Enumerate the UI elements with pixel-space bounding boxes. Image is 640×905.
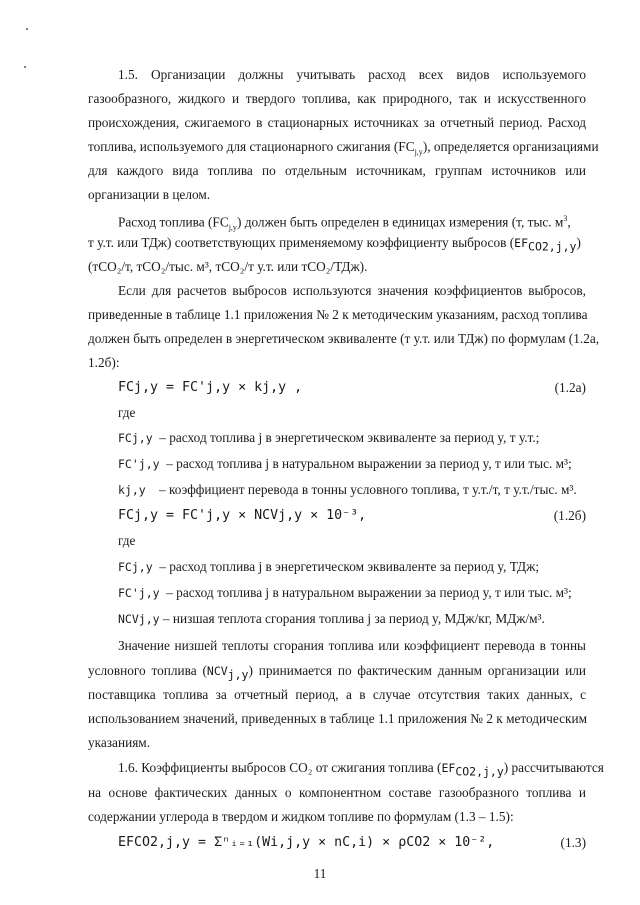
equation-number: (1.2а) <box>554 380 586 395</box>
subscript: j,y <box>228 223 237 233</box>
where-label: где <box>118 405 136 420</box>
paragraph-line: поставщика топлива за отчетный период, а в случае отсутствия таких данных, с <box>88 687 586 702</box>
term-definition <box>118 610 545 628</box>
term-text: – расход топлива j в натуральном выражении за период y, т или тыс. м³; <box>166 456 572 471</box>
text-run: ) рассчитываются <box>503 760 604 775</box>
term-text: – коэффициент перевода в тонны условного топлива, т у.т./т, т у.т./тыс. м³. <box>159 482 577 497</box>
term-symbol: FCj,y <box>118 431 153 445</box>
text-run: , <box>567 214 571 230</box>
paragraph-line: указаниям. <box>88 735 151 750</box>
term-symbol: NCVj,y <box>118 612 160 626</box>
text-run: Расход топлива (FC <box>118 214 229 230</box>
equation: FCj,y = FC'j,y × NCVj,y × 10⁻³, <box>118 508 367 523</box>
paragraph-line: 1.5. Организации должны учитывать расход всех видов используемого <box>118 67 586 82</box>
paragraph-line: Значение низшей теплоты сгорания топлива или коэффициент перевода в тонны <box>118 638 586 653</box>
term-text: – расход топлива j в энергетическом эквиваленте за период y, ТДж; <box>159 559 540 574</box>
text-run: 1.6. Коэффициенты выбросов CO₂ от сжигания топлива ( <box>118 760 442 775</box>
text-run: ) <box>576 235 581 250</box>
subscript: CO2,j,y <box>455 764 504 779</box>
formula-symbol: EF <box>514 236 529 250</box>
term-definition <box>118 455 572 473</box>
term-definition <box>118 584 572 602</box>
paragraph-line <box>88 234 586 256</box>
text-run: условного топлива ( <box>88 663 207 678</box>
paragraph-line: использованием значений, приведенных в таблице 1.1 приложения № 2 к методическим <box>88 711 587 726</box>
text-run: ) принимается по фактическим данным организации или <box>248 663 586 678</box>
paragraph-line: приведенные в таблице 1.1 приложения № 2 к методическим указаниям, расход топлива <box>88 307 588 322</box>
term-symbol: FCj,y <box>118 560 153 574</box>
subscript: j,y <box>227 667 249 682</box>
paragraph-line: для каждого вида топлива по отдельным источникам, группам источников или <box>88 163 586 178</box>
formula-symbol: EF <box>441 761 456 775</box>
paragraph-line <box>88 662 586 684</box>
paragraph-line: (тCO₂/т, тCO₂/тыс. м³, тCO₂/т у.т. или тCO₂/ТДж). <box>88 259 368 274</box>
term-text: – низшая теплота сгорания топлива j за период y, МДж/кг, МДж/м³. <box>162 611 545 626</box>
text-run: ), определяется организациями <box>422 139 599 154</box>
paragraph-line: на основе фактических данных о компонентном составе газообразного топлива и <box>88 785 586 800</box>
superscript: 3 <box>563 214 568 223</box>
term-definition <box>118 558 539 576</box>
text-run: т у.т. или ТДж) соответствующих применяемому коэффициенту выбросов ( <box>88 235 515 250</box>
term-symbol: kj,y <box>118 483 146 497</box>
term-symbol: FC'j,y <box>118 586 160 600</box>
paragraph-line: организации в целом. <box>88 187 211 202</box>
text-run: топлива, используемого для стационарного сжигания (FC <box>88 139 415 154</box>
where-label: где <box>118 533 136 548</box>
term-text: – расход топлива j в энергетическом эквиваленте за период y, т у.т.; <box>159 430 540 445</box>
paragraph-line: 1.2б): <box>88 355 120 370</box>
subscript: j,y <box>414 147 423 157</box>
paragraph-line: происхождения, сжигаемого в стационарных источниках за отчетный период. Расход <box>88 115 586 130</box>
formula-symbol: NCV <box>206 664 228 678</box>
text-run: ) должен быть определен в единицах измерения (т, тыс. м <box>236 214 564 230</box>
term-definition <box>118 481 577 499</box>
paragraph-line: Если для расчетов выбросов используются значения коэффициентов выбросов, <box>118 283 586 298</box>
paragraph-line <box>118 759 604 781</box>
term-symbol: FC'j,y <box>118 457 160 471</box>
term-text: – расход топлива j в натуральном выражении за период y, т или тыс. м³; <box>166 585 572 600</box>
paragraph-line: газообразного, жидкого и твердого топлива, как природного, так и искусственного <box>88 91 586 106</box>
scan-speck <box>26 28 28 30</box>
equation: EFCO2,j,y = Σⁿᵢ₌₁(Wi,j,y × nC,i) × ρCO2 × 10⁻², <box>118 835 495 850</box>
paragraph-line: содержании углерода в твердом и жидком топливе по формулам (1.3 – 1.5): <box>88 809 514 824</box>
equation-number: (1.3) <box>560 835 586 850</box>
subscript: CO2,j,y <box>528 239 577 254</box>
scan-speck <box>24 66 26 68</box>
equation: FCj,y = FC'j,y × kj,y , <box>118 380 303 395</box>
paragraph-line <box>88 138 599 162</box>
paragraph-line: должен быть определен в энергетическом эквиваленте (т у.т. или ТДж) по формулам (1.2а, <box>88 331 600 346</box>
term-definition <box>118 429 539 447</box>
equation-number: (1.2б) <box>553 508 586 523</box>
page-number: 11 <box>313 866 327 881</box>
